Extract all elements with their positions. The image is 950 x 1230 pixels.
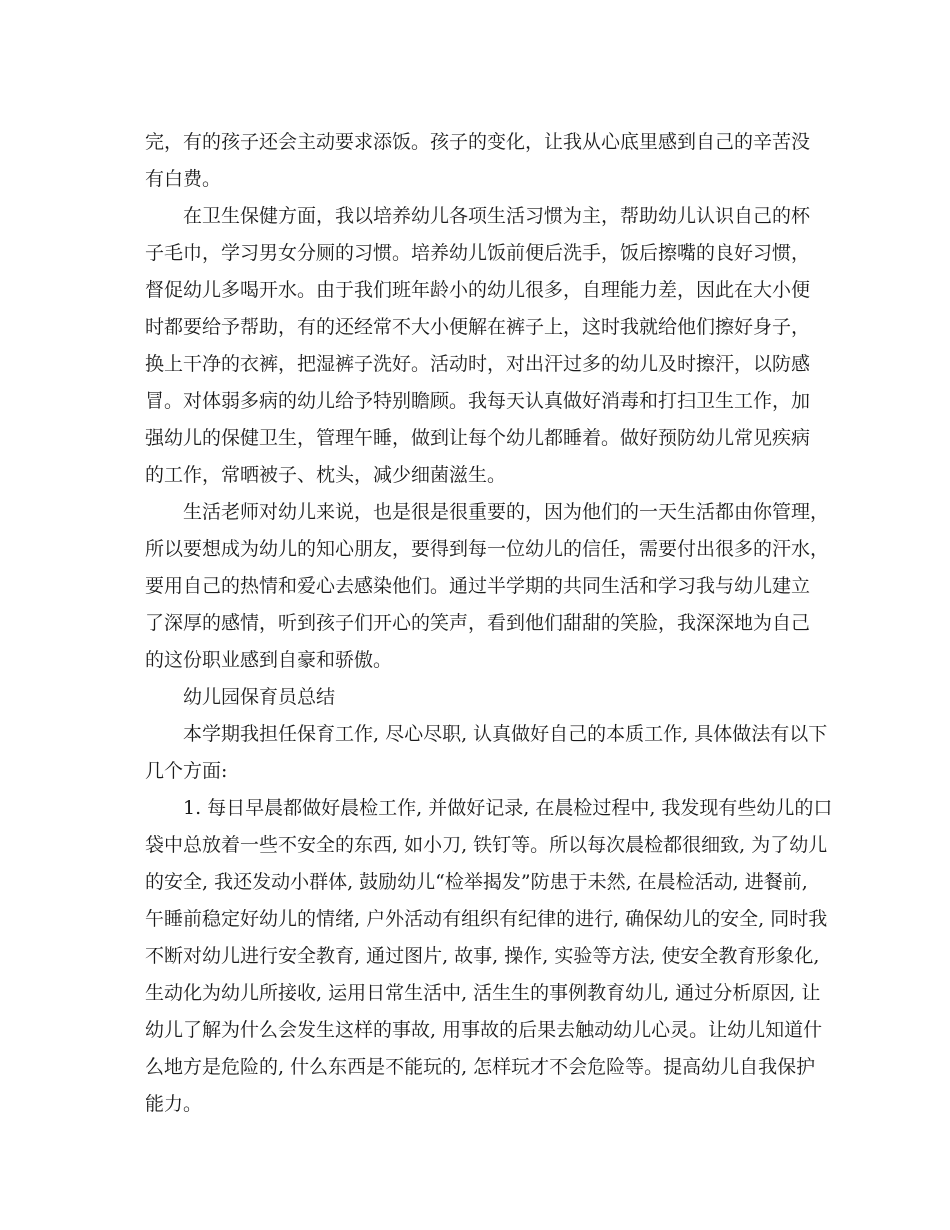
section-heading xyxy=(145,679,805,716)
text-line: 要用自己的热情和爱心去感染他们。通过半学期的共同生活和学习我与幼儿建立 xyxy=(145,575,811,597)
text-line: 生活老师对幼儿来说，也是很是很重要的，因为他们的一天生活都由你管理， xyxy=(183,501,830,523)
document-body xyxy=(145,124,833,1123)
paragraph-eating-end xyxy=(145,124,811,198)
text-line: 生动化为幼儿所接收, 运用日常生活中, 活生生的事例教育幼儿, 通过分析原因, 让 xyxy=(145,982,821,1004)
text-line: 有白费。 xyxy=(145,168,222,190)
text-line: 的安全, 我还发动小群体, 鼓励幼儿“检举揭发”防患于未然, 在晨检活动, 进餐前, xyxy=(145,871,808,893)
text-line: 午睡前稳定好幼儿的情绪, 户外活动有组织有纪律的进行, 确保幼儿的安全, 同时我 xyxy=(145,908,828,930)
text-line: 强幼儿的保健卫生，管理午睡，做到让每个幼儿都睡着。做好预防幼儿常见疾病 xyxy=(145,427,811,449)
text-line: 不断对幼儿进行安全教育, 通过图片, 故事, 操作, 实验等方法, 使安全教育形象化, xyxy=(145,945,820,967)
text-line: 在卫生保健方面，我以培养幼儿各项生活习惯为主，帮助幼儿认识自己的杯 xyxy=(183,205,811,227)
text-line: 几个方面: xyxy=(145,760,228,782)
text-line: 时都要给予帮助，有的还经常不大小便解在裤子上，这时我就给他们擦好身子， xyxy=(145,316,811,338)
text-line: 完，有的孩子还会主动要求添饭。孩子的变化，让我从心底里感到自己的辛苦没 xyxy=(145,131,811,153)
paragraph-item-1 xyxy=(145,790,833,1123)
text-line: 督促幼儿多喝开水。由于我们班年龄小的幼儿很多，自理能力差，因此在大小便 xyxy=(145,279,811,301)
text-line: 了深厚的感情，听到孩子们开心的笑声，看到他们甜甜的笑脸，我深深地为自己 xyxy=(145,612,811,634)
paragraph-life-teacher xyxy=(145,494,830,679)
text-line: 能力。 xyxy=(145,1093,203,1115)
text-line: 幼儿了解为什么会发生这样的事故, 用事故的后果去触动幼儿心灵。让幼儿知道什 xyxy=(145,1019,823,1041)
text-line: 所以要想成为幼儿的知心朋友，要得到每一位幼儿的信任，需要付出很多的汗水， xyxy=(145,538,830,560)
paragraph-hygiene xyxy=(145,198,811,494)
text-line: 袋中总放着一些不安全的东西, 如小刀, 铁钉等。所以每次晨检都很细致, 为了幼儿 xyxy=(145,834,828,856)
paragraph-intro xyxy=(145,716,828,790)
text-line: 么地方是危险的, 什么东西是不能玩的, 怎样玩才不会危险等。提高幼儿自我保护 xyxy=(145,1056,816,1078)
text-line: 换上干净的衣裤，把湿裤子洗好。活动时，对出汗过多的幼儿及时擦汗，以防感 xyxy=(145,353,811,375)
text-line: 子毛巾，学习男女分厕的习惯。培养幼儿饭前便后洗手，饭后擦嘴的良好习惯， xyxy=(145,242,811,264)
text-line: 本学期我担任保育工作, 尽心尽职, 认真做好自己的本质工作, 具体做法有以下 xyxy=(183,723,828,745)
text-line: 冒。对体弱多病的幼儿给予特别瞻顾。我每天认真做好消毒和打扫卫生工作，加 xyxy=(145,390,811,412)
text-line: 的这份职业感到自豪和骄傲。 xyxy=(145,649,393,671)
text-line: 1. 每日早晨都做好晨检工作, 并做好记录, 在晨检过程中, 我发现有些幼儿的口 xyxy=(183,797,833,819)
text-line: 的工作，常晒被子、枕头，减少细菌滋生。 xyxy=(145,464,507,486)
text-line: 幼儿园保育员总结 xyxy=(183,686,336,708)
